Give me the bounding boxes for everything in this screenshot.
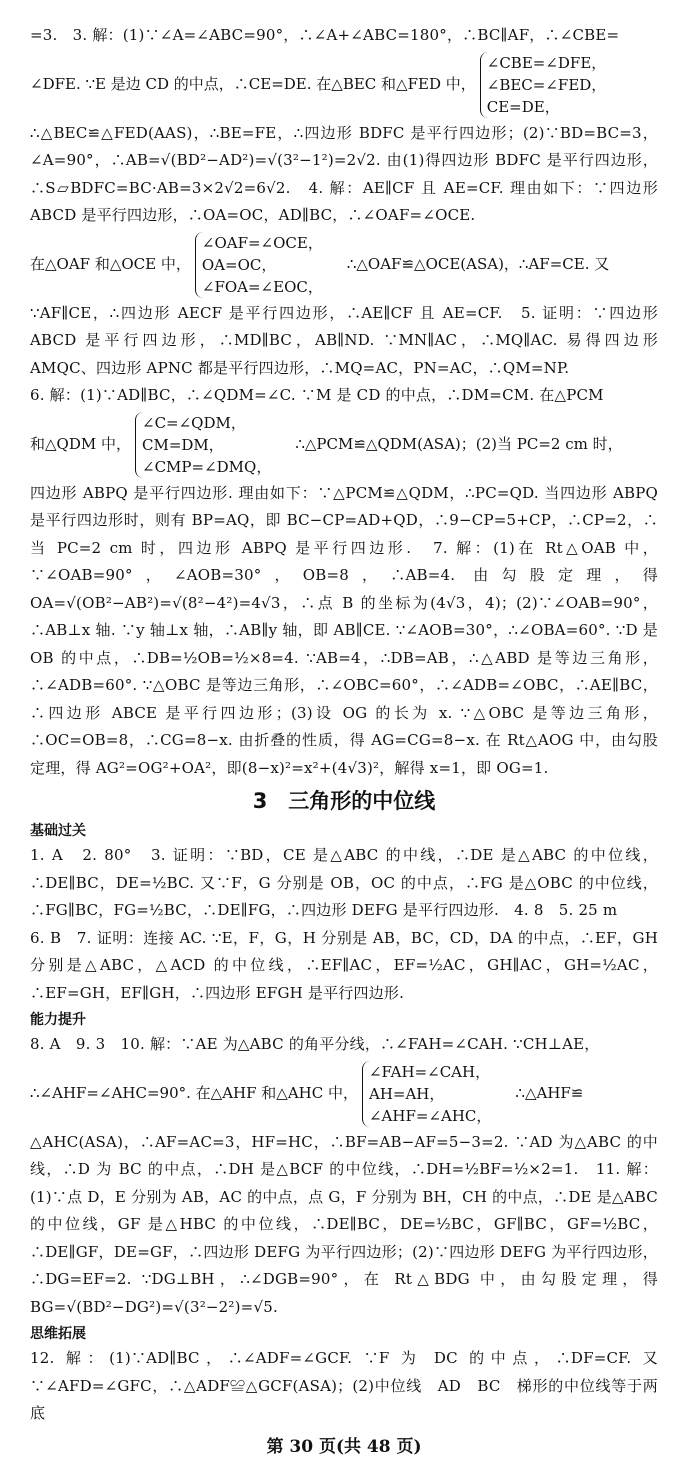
system-row: ∠FOA=∠EOC， — [201, 277, 323, 296]
answer-paragraph: △AHC(ASA)，∴AF=AC=3，HF=HC，∴BF=AB−AF=5−3=2. ∵AD 为△ABC 的中线，∴D 为 BC 的中点，∴DH 是△BCF 的中位线，∴DH=½BF=½×2=1. 11. 解：(1)∵点 D，E 分别为 AB，AC 的中点，点 G，F 分别为 BH，CH 的中点，∴DE 是△ABC 的中位线，GF 是△HBC 的中位线，∴DE∥BC，DE=½BC，GF∥BC，GF=½BC，∴DE∥GF，DE=GF，∴四边形 DEFG 为平行四边形；(2)∵四边形 DEFG 为平行四边形，∴DG=EF=2. ∵DG⊥BH，∴∠DGB=90°，在 Rt△BDG 中，由勾股定理，得 BG=√(BD²−DG²)=√(3²−2²)=√5. — [30, 1132, 658, 1316]
answer-line: =3. 3. 解：(1)∵∠A=∠ABC=90°，∴∠A+∠ABC=180°，∴BC∥AF，∴∠CBE= — [30, 26, 620, 44]
answer-paragraph: 12. 解：(1)∵AD∥BC，∴∠ADF=∠GCF. ∵F 为 DC 的中点，∴DF=CF. 又∵∠AFD=∠GFC，∴△ADF≌△GCF(ASA)；(2)中位线 AD BC 梯形的中位线等于两底 — [30, 1349, 658, 1422]
system-trail-text: ∴△OAF≌△OCE(ASA)，∴AF=CE. 又 — [346, 255, 610, 273]
subsection-heading-extension: 思维拓展 — [30, 1326, 86, 1342]
system-row: AH=AH， — [368, 1084, 445, 1103]
system-lead-text: 在△OAF 和△OCE 中， — [30, 255, 191, 273]
answer-paragraph: 1. A 2. 80° 3. 证明：∵BD，CE 是△ABC 的中线，∴DE 是△ABC 的中位线，∴DE∥BC，DE=½BC. 又∵F，G 分别是 OB，OC 的中点，∴FG 是△OBC 的中位线，∴FG∥BC，FG=½BC，∴DE∥FG，∴四边形 DEFG 是平行四边形. 4. 8 5. 25 m — [30, 846, 658, 919]
system-brace — [135, 412, 271, 478]
system-brace — [480, 52, 607, 118]
system-row: ∠FAH=∠CAH， — [368, 1062, 491, 1081]
system-row: ∠C=∠QDM， — [142, 413, 246, 432]
system-row: ∠AHF=∠AHC， — [368, 1106, 492, 1125]
equation-system-3 — [30, 412, 658, 478]
system-row: CM=DM， — [142, 435, 224, 454]
answer-line: 8. A 9. 3 10. 解：∵AE 为△ABC 的角平分线，∴∠FAH=∠CAH. ∵CH⊥AE， — [30, 1035, 600, 1053]
answer-line: 6. 解：(1)∵AD∥BC，∴∠QDM=∠C. ∵M 是 CD 的中点，∴DM=CM. 在△PCM — [30, 386, 604, 404]
equation-system-1 — [30, 52, 658, 118]
system-trail-text: ∴△AHF≌ — [515, 1084, 584, 1102]
system-trail-text: ∴△PCM≌△QDM(ASA)；(2)当 PC=2 cm 时， — [295, 435, 623, 453]
system-lead-text: 和△QDM 中， — [30, 435, 131, 453]
page-number-footer: 第 30 页(共 48 页) — [266, 1436, 422, 1457]
equation-system-4 — [30, 1061, 658, 1127]
subsection-heading-basic: 基础过关 — [30, 823, 86, 839]
system-row: ∠BEC=∠FED， — [486, 75, 607, 94]
answer-paragraph: 6. B 7. 证明：连接 AC. ∵E，F，G，H 分别是 AB，BC，CD，DA 的中点，∴EF，GH 分别是△ABC，△ACD 的中位线，∴EF∥AC，EF=½AC，GH∥AC，GH=½AC，∴EF=GH，EF∥GH，∴四边形 EFGH 是平行四边形. — [30, 928, 658, 1002]
system-row: CE=DE， — [486, 97, 560, 116]
answer-paragraph: 四边形 ABPQ 是平行四边形. 理由如下：∵△PCM≌△QDM，∴PC=QD. 当四边形 ABPQ 是平行四边形时，则有 BP=AQ，即 BC−CP=AD+QD，∴9−CP=5+CP，∴CP=2，∴当 PC=2 cm 时，四边形 ABPQ 是平行四边形. 7. 解：(1)在 Rt△OAB 中，∵∠OAB=90°，∠AOB=30°，OB=8，∴AB=4. 由勾股定理，得 OA=√(OB²−AB²)=√(8²−4²)=4√3，∴点 B 的坐标为(4√3，4)；(2)∵∠OAB=90°，∴AB⊥x 轴. ∵y 轴⊥x 轴，∴AB∥y 轴，即 AB∥CE. ∵∠AOB=30°，∴∠OBA=60°. ∵D 是 OB 的中点，∴DB=½OB=½×8=4. ∵AB=4，∴DB=AB，∴△ABD 是等边三角形，∴∠ADB=60°. ∵△OBC 是等边三角形，∴∠OBC=60°，∴∠ADB=∠OBC，∴AE∥BC，∴四边形 ABCE 是平行四边形；(3)设 OG 的长为 x. ∵△OBC 是等边三角形，∴OC=OB=8，∴CG=8−x. 由折叠的性质，得 AG=CG=8−x. 在 Rt△AOG 中，由勾股定理，得 AG²=OG²+OA²，即(8−x)²=x²+(4√3)²，解得 x=1，即 OG=1. — [30, 483, 658, 777]
section-title: 3 三角形的中位线 — [252, 789, 436, 813]
answer-page — [30, 22, 658, 1462]
system-brace — [362, 1061, 491, 1127]
system-row: ∠CMP=∠DMQ， — [142, 457, 272, 476]
answer-paragraph: ∵AF∥CE，∴四边形 AECF 是平行四边形，∴AE∥CF 且 AE=CF. 5. 证明：∵四边形 ABCD 是平行四边形，∴MD∥BC，AB∥ND. ∵MN∥AC，∴MQ∥AC. 易得四边形 AMQC、四边形 APNC 都是平行四边形，∴MQ=AC，PN=AC，∴QM=NP. — [30, 303, 658, 377]
system-brace — [195, 232, 323, 298]
system-lead-text: ∴∠AHF=∠AHC=90°. 在△AHF 和△AHC 中， — [30, 1084, 358, 1102]
system-row: OA=OC， — [201, 255, 277, 274]
answer-paragraph: ∴△BEC≌△FED(AAS)，∴BE=FE，∴四边形 BDFC 是平行四边形；(2)∵BD=BC=3，∠A=90°，∴AB=√(BD²−AD²)=√(3²−1²)=2√2. 由(1)得四边形 BDFC 是平行四边形，∴S▱BDFC=BC·AB=3×2√2=6√2. 4. 解：AE∥CF 且 AE=CF. 理由如下：∵四边形 ABCD 是平行四边形，∴OA=OC，AD∥BC，∴∠OAF=∠OCE. — [30, 123, 658, 224]
subsection-heading-ability: 能力提升 — [30, 1012, 86, 1028]
system-row: ∠CBE=∠DFE， — [486, 53, 607, 72]
equation-system-2 — [30, 232, 658, 298]
system-lead-text: ∠DFE. ∵E 是边 CD 的中点，∴CE=DE. 在△BEC 和△FED 中， — [30, 75, 476, 93]
system-row: ∠OAF=∠OCE， — [201, 233, 323, 252]
